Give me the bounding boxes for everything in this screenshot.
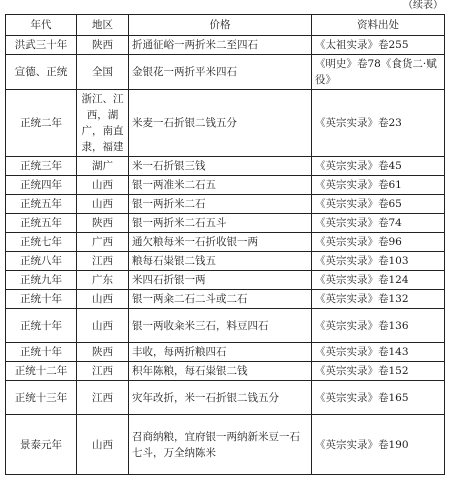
era-cell: 正统九年 [6,271,77,290]
source-cell: 《英宗实录》卷143 [312,343,445,362]
source-cell: 《英宗实录》卷23 [312,90,445,157]
price-cell: 银一两收籴米三石，料豆四石 [129,309,312,343]
era-cell: 正统五年 [6,214,77,233]
source-cell: 《英宗实录》卷124 [312,271,445,290]
table-row [6,36,445,55]
source-cell: 《英宗实录》卷165 [312,381,445,415]
source-cell: 《英宗实录》卷65 [312,195,445,214]
continued-label: （续表） [403,0,443,11]
era-cell: 洪武三十年 [6,36,77,55]
era-cell: 宣德、正统 [6,55,77,90]
era-cell: 正统十二年 [6,362,77,381]
region-cell: 山西 [77,176,129,195]
price-cell: 米麦一石折银二钱五分 [129,90,312,157]
table-row [6,290,445,309]
table-row [6,362,445,381]
table-row [6,343,445,362]
source-cell: 《英宗实录》卷74 [312,214,445,233]
price-cell: 银一两籴二石二斗或二石 [129,290,312,309]
era-cell: 正统四年 [6,176,77,195]
price-cell: 积年陈粮，每石粜银二钱 [129,362,312,381]
table-row [6,309,445,343]
price-cell: 丰收，每两折粮四石 [129,343,312,362]
source-cell: 《英宗实录》卷45 [312,157,445,176]
table-row [6,252,445,271]
table-row [6,415,445,475]
region-cell: 陕西 [77,36,129,55]
era-cell: 正统二年 [6,90,77,157]
price-cell: 粮每石粜银二钱五 [129,252,312,271]
era-cell: 景泰元年 [6,415,77,475]
era-cell: 正统十年 [6,343,77,362]
source-cell: 《英宗实录》卷136 [312,309,445,343]
table-row [6,157,445,176]
price-cell: 银一两折米二石五斗 [129,214,312,233]
region-cell: 山西 [77,195,129,214]
price-cell: 金银花一两折平米四石 [129,55,312,90]
region-cell: 江西 [77,381,129,415]
price-cell: 灾年改折，米一石折银二钱五分 [129,381,312,415]
region-cell: 山西 [77,415,129,475]
price-table [5,14,445,475]
region-cell: 广西 [77,233,129,252]
era-cell: 正统十年 [6,290,77,309]
price-cell: 通欠粮每米一石折收银一两 [129,233,312,252]
region-cell: 陕西 [77,343,129,362]
header-source: 资料出处 [312,15,445,36]
table-header-row [6,15,445,36]
era-cell: 正统五年 [6,195,77,214]
source-cell: 《英宗实录》卷152 [312,362,445,381]
table-row [6,381,445,415]
source-cell: 《明史》卷78《食货二·赋役》 [312,55,445,90]
table-row [6,271,445,290]
source-cell: 《太祖实录》卷255 [312,36,445,55]
table-row [6,55,445,90]
source-cell: 《英宗实录》卷132 [312,290,445,309]
region-cell: 陕西 [77,214,129,233]
table-row [6,214,445,233]
region-cell: 浙江、江西，湖广，南直隶，福建 [77,90,129,157]
price-cell: 召商纳粮，宜府银一两纳新米豆一石七斗，万全纳陈米 [129,415,312,475]
price-cell: 米一石折银三钱 [129,157,312,176]
source-cell: 《英宗实录》卷61 [312,176,445,195]
era-cell: 正统八年 [6,252,77,271]
table-row [6,90,445,157]
header-price: 价格 [129,15,312,36]
price-cell: 米四石折银一两 [129,271,312,290]
price-cell: 折通征峪一两折米二至四石 [129,36,312,55]
region-cell: 湖广 [77,157,129,176]
table-row [6,195,445,214]
region-cell: 全国 [77,55,129,90]
region-cell: 山西 [77,309,129,343]
region-cell: 广东 [77,271,129,290]
era-cell: 正统十三年 [6,381,77,415]
region-cell: 江西 [77,362,129,381]
header-era: 年代 [6,15,77,36]
table-row [6,176,445,195]
header-region: 地区 [77,15,129,36]
source-cell: 《英宗实录》卷190 [312,415,445,475]
table-row [6,233,445,252]
region-cell: 江西 [77,252,129,271]
price-cell: 银一两准米二石五 [129,176,312,195]
price-cell: 银一两折米二石 [129,195,312,214]
region-cell: 山西 [77,290,129,309]
source-cell: 《英宗实录》卷96 [312,233,445,252]
era-cell: 正统十年 [6,309,77,343]
era-cell: 正统七年 [6,233,77,252]
source-cell: 《英宗实录》卷103 [312,252,445,271]
era-cell: 正统三年 [6,157,77,176]
